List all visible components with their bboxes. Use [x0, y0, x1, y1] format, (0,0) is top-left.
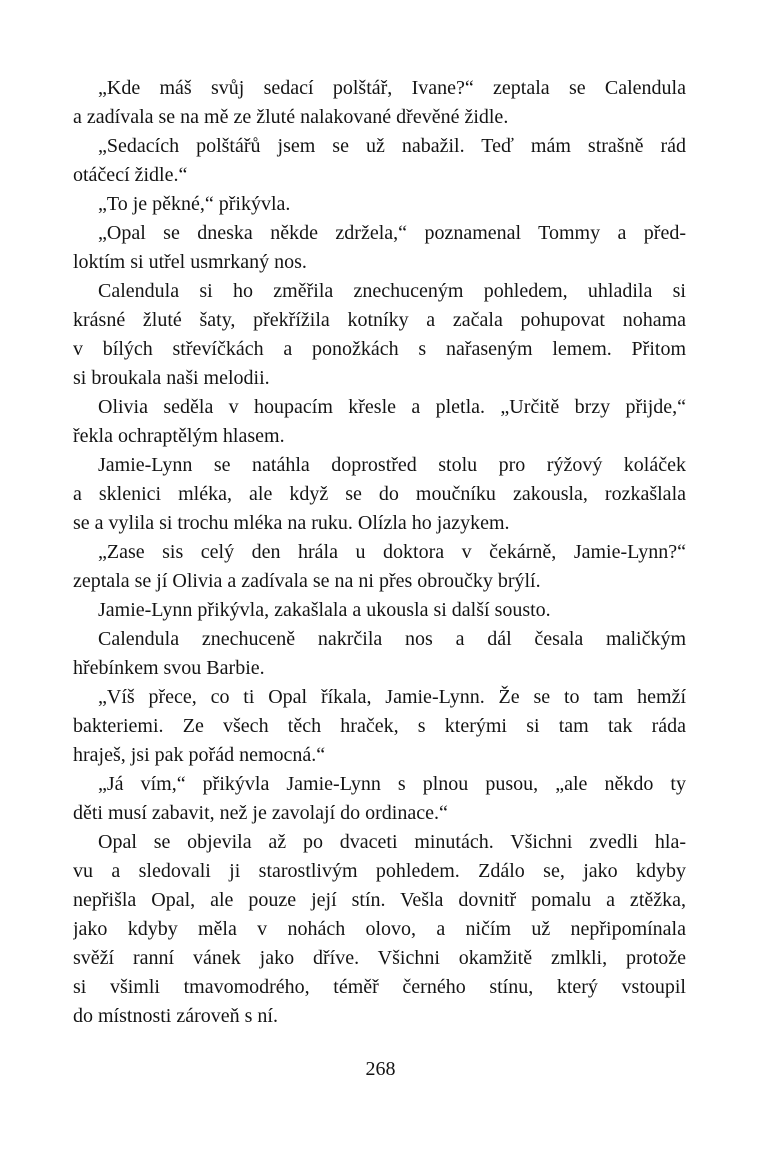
text-line: loktím si utřel usmrkaný nos. — [73, 251, 307, 273]
text-line: hraješ, jsi pak pořád nemocná.“ — [73, 744, 326, 766]
text-line: a sklenici mléka, ale když se do moučníku zakousla, rozkašlala — [73, 483, 686, 505]
text-line: Jamie-Lynn se natáhla doprostřed stolu pro rýžový koláček — [98, 454, 686, 476]
text-line: „Já vím,“ přikývla Jamie-Lynn s plnou pusou, „ale někdo ty — [98, 773, 686, 795]
text-line: si broukala naši melodii. — [73, 367, 270, 389]
text-line: se a vylila si trochu mléka na ruku. Olízla ho jazykem. — [73, 512, 510, 534]
text-line: svěží ranní vánek jako dříve. Všichni okamžitě zmlkli, protože — [73, 947, 686, 969]
text-line: Calendula znechuceně nakrčila nos a dál česala maličkým — [98, 628, 686, 650]
paragraph — [73, 683, 686, 770]
paragraph — [73, 828, 686, 1031]
text-line: si všimli tmavomodrého, téměř černého stínu, který vstoupil — [73, 976, 686, 998]
text-line: „Kde máš svůj sedací polštář, Ivane?“ zeptala se Calendula — [98, 77, 686, 99]
text-line: do místnosti zároveň s ní. — [73, 1005, 278, 1027]
text-line: zeptala se jí Olivia a zadívala se na ni přes obroučky brýlí. — [73, 570, 541, 592]
page-number: 268 — [365, 1058, 396, 1080]
paragraph — [73, 132, 686, 190]
paragraph — [73, 770, 686, 828]
paragraph — [73, 451, 686, 538]
text-line: „Zase sis celý den hrála u doktora v čekárně, Jamie-Lynn?“ — [98, 541, 686, 563]
page-text — [73, 74, 686, 1031]
text-line: „Sedacích polštářů jsem se už nabažil. Teď mám strašně rád — [98, 135, 686, 157]
text-line: „Víš přece, co ti Opal říkala, Jamie-Lynn. Že se to tam hemží — [98, 686, 686, 708]
paragraph — [73, 190, 686, 219]
text-line: „To je pěkné,“ přikývla. — [98, 193, 291, 215]
paragraph — [73, 277, 686, 393]
text-line: Calendula si ho změřila znechuceným pohledem, uhladila si — [98, 280, 686, 302]
text-line: Jamie-Lynn přikývla, zakašlala a ukousla si další sousto. — [98, 599, 551, 621]
paragraph — [73, 596, 686, 625]
text-line: Olivia seděla v houpacím křesle a pletla. „Určitě brzy přijde,“ — [98, 396, 686, 418]
paragraph — [73, 625, 686, 683]
text-line: krásné žluté šaty, překřížila kotníky a začala pohupovat nohama — [73, 309, 686, 331]
paragraph — [73, 219, 686, 277]
text-line: děti musí zabavit, než je zavolají do ordinace.“ — [73, 802, 448, 824]
text-line: hřebínkem svou Barbie. — [73, 657, 265, 679]
text-line: bakteriemi. Ze všech těch hraček, s kterými si tam tak ráda — [73, 715, 686, 737]
text-line: vu a sledovali ji starostlivým pohledem. Zdálo se, jako kdyby — [73, 860, 686, 882]
text-line: nepřišla Opal, ale pouze její stín. Vešla dovnitř pomalu a ztěžka, — [73, 889, 686, 911]
text-line: otáčecí židle.“ — [73, 164, 188, 186]
text-line: v bílých střevíčkách a ponožkách s nařaseným lemem. Přitom — [73, 338, 686, 360]
text-line: a zadívala se na mě ze žluté nalakované dřevěné židle. — [73, 106, 509, 128]
paragraph — [73, 393, 686, 451]
paragraph — [73, 74, 686, 132]
text-line: řekla ochraptělým hlasem. — [73, 425, 285, 447]
paragraph — [73, 538, 686, 596]
text-line: „Opal se dneska někde zdržela,“ poznamenal Tommy a před- — [98, 222, 686, 244]
text-line: jako kdyby měla v nohách olovo, a ničím už nepřipomínala — [73, 918, 686, 940]
text-line: Opal se objevila až po dvaceti minutách. Všichni zvedli hla- — [98, 831, 686, 853]
